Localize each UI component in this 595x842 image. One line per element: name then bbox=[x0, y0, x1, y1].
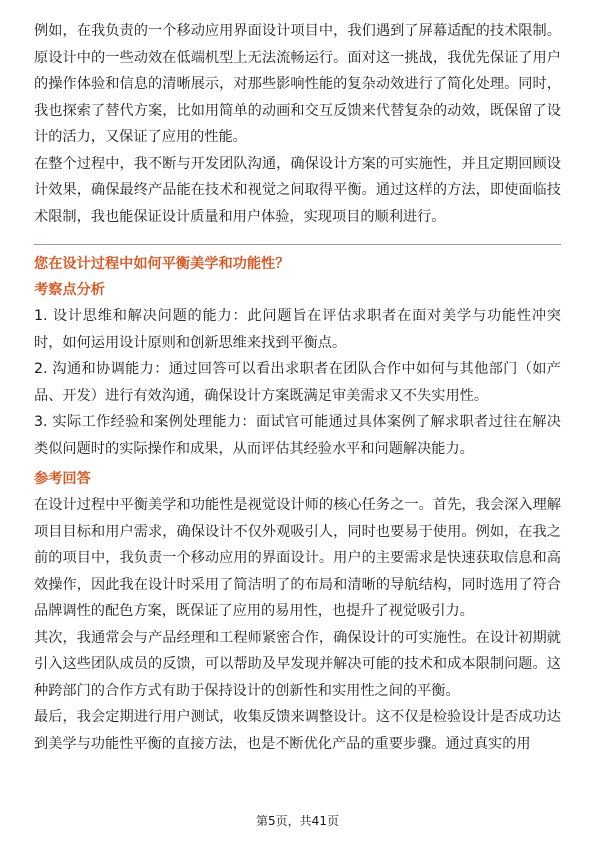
analysis-point-2: 2. 沟通和协调能力：通过回答可以看出求职者在团队合作中如何与其他部门（如产品、开发）进行有效沟通，确保设计方案既满足审美需求又不失实用性。 bbox=[34, 361, 561, 404]
analysis-point-1: 1. 设计思维和解决问题的能力：此问题旨在评估求职者在面对美学与功能性冲突时，如何运用设计原则和创新思维来找到平衡点。 bbox=[34, 308, 561, 351]
analysis-point-3: 3. 实际工作经验和案例处理能力：面试官可能通过具体案例了解求职者过往在解决类似问题时的实际操作和成果，从而评估其经验水平和问题解决能力。 bbox=[34, 414, 561, 457]
answer-title: 参考回答 bbox=[34, 471, 91, 487]
answer-paragraph-1: 在设计过程中平衡美学和功能性是视觉设计师的核心任务之一。首先，我会深入理解项目目标和用户需求，确保设计不仅外观吸引人，同时也要易于使用。例如，在我之前的项目中，我负责一个移动应用的界面设计。用户的主要需求是快速获取信息和高效操作，因此我在设计时采用了简洁明了的布局和清晰的导航结构，同时选用了符合品牌调性的配色方案，既保证了应用的易用性，也提升了视觉吸引力。 bbox=[34, 497, 561, 619]
page-content bbox=[34, 18, 561, 757]
section-divider bbox=[34, 244, 561, 245]
question-heading: 您在设计过程中如何平衡美学和功能性？ bbox=[34, 256, 290, 272]
answer-paragraph-2: 其次，我通常会与产品经理和工程师紧密合作，确保设计的可实施性。在设计初期就引入这些团队成员的反馈，可以帮助及早发现并解决可能的技术和成本限制问题。这种跨部门的合作方式有助于保持设计的创新性和实用性之间的平衡。 bbox=[34, 629, 561, 699]
analysis-title: 考察点分析 bbox=[34, 282, 105, 298]
intro-paragraph-1: 例如，在我负责的一个移动应用界面设计项目中，我们遇到了屏幕适配的技术限制。原设计中的一些动效在低端机型上无法流畅运行。面对这一挑战，我优先保证了用户的操作体验和信息的清晰展示，对那些影响性能的复杂动效进行了简化处理。同时，我也探索了替代方案，比如用简单的动画和交互反馈来代替复杂的动效，既保留了设计的活力，又保证了应用的性能。 bbox=[34, 23, 561, 145]
intro-paragraph-2: 在整个过程中，我不断与开发团队沟通，确保设计方案的可实施性，并且定期回顾设计效果，确保最终产品能在技术和视觉之间取得平衡。通过这样的方法，即使面临技术限制，我也能保证设计质量和用户体验，实现项目的顺利进行。 bbox=[34, 155, 561, 225]
page-footer: 第5页，共41页 bbox=[256, 814, 339, 828]
answer-paragraph-3: 最后，我会定期进行用户测试，收集反馈来调整设计。这不仅是检验设计是否成功达到美学与功能性平衡的直接方法，也是不断优化产品的重要步骤。通过真实的用 bbox=[34, 709, 561, 752]
